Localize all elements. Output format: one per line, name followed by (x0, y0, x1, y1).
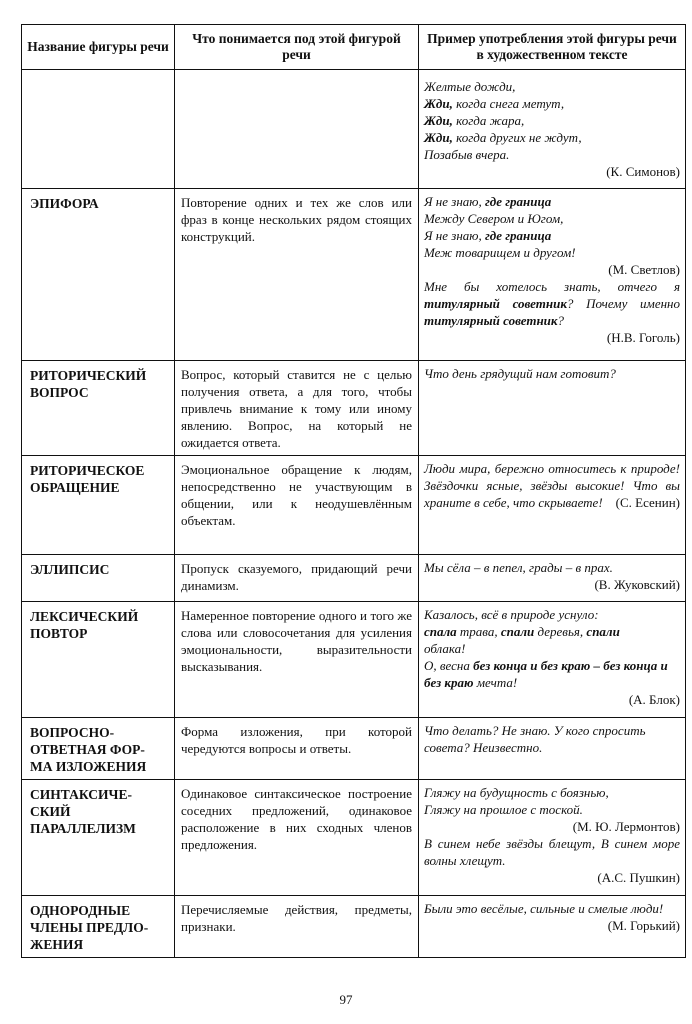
table-row (22, 361, 686, 456)
figure-name: РИТОРИЧЕСКИЙ ВОПРОС (30, 368, 147, 400)
example-line: Жди, когда жара, (424, 113, 525, 128)
example-line: Гляжу на прошлое с тоской. (424, 802, 583, 817)
figure-description-cell (175, 780, 419, 896)
example-author: (В. Жуковский) (594, 577, 680, 592)
example-line: Я не знаю, где граница (424, 228, 552, 243)
figure-name-cell (22, 456, 175, 555)
figure-name-cell (22, 718, 175, 780)
example-line: О, весна без конца и без краю – без конца и без краю мечта! (424, 658, 668, 690)
example-author: (А. Блок) (628, 692, 680, 707)
figure-name-cell (22, 189, 175, 361)
figure-example-cell (419, 780, 686, 896)
example-line: спала трава, спали деревья, спали (424, 624, 620, 639)
figure-name: РИТОРИЧЕСКОЕ ОБРАЩЕНИЕ (30, 463, 145, 495)
table-row (22, 718, 686, 780)
figure-description: Одинаковое синтаксическое построение соседних предложений, одинаковое расположение в них сходных членов предложения. (181, 786, 412, 852)
figure-name: ВОПРОСНО- ОТВЕТНАЯ ФОР- МА ИЗЛОЖЕНИЯ (30, 725, 147, 774)
figure-description-cell (175, 361, 419, 456)
table-row (22, 456, 686, 555)
figure-description-cell (175, 718, 419, 780)
example-line: облака! (424, 641, 466, 656)
figure-description: Повторение одних и тех же слов или фраз в конце нескольких рядом стоящих конструкций. (181, 195, 412, 244)
figure-name-cell (22, 780, 175, 896)
figures-of-speech-table (21, 24, 686, 958)
figure-name-cell (22, 896, 175, 958)
example-text: Что делать? Не знаю. У кого спросить совета? Неизвестно. (424, 723, 646, 755)
example-author: (А.С. Пушкин) (597, 870, 680, 885)
figure-description-cell (175, 456, 419, 555)
figure-example-cell (419, 189, 686, 361)
figure-name-cell (22, 70, 175, 189)
example-author: (М. Горький) (607, 918, 680, 933)
table-row (22, 896, 686, 958)
table-row (22, 602, 686, 718)
figure-name-cell (22, 555, 175, 602)
example-text: Люди мира, бережно относитесь к природе! Звёздочки ясные, звёзды высокие! Что вы храните в себе, что скрываете! (424, 461, 680, 510)
page-number: 97 (339, 992, 353, 1007)
figure-name: ЭПИФОРА (30, 196, 99, 211)
figure-description: Эмоциональное обращение к людям, непосредственно не участвующим в общении, или к неодушевлённым объектам. (181, 462, 412, 528)
figure-description: Перечисляемые действия, предметы, признаки. (181, 902, 412, 934)
example-line: Казалось, всё в природе уснуло: (424, 607, 599, 622)
figure-description-cell (175, 896, 419, 958)
figure-name: ЭЛЛИПСИС (30, 562, 110, 577)
figure-description: Намеренное повторение одного и того же слова или словосочетания для усиления эмоциональности, выразительности высказывания. (181, 608, 412, 674)
figure-example-cell (419, 555, 686, 602)
example-line: Жди, когда других не ждут, (424, 130, 582, 145)
table-row (22, 189, 686, 361)
figure-description-cell (175, 70, 419, 189)
example-author: (Н.В. Гоголь) (606, 330, 680, 345)
example-author: (М. Ю. Лермонтов) (572, 819, 680, 834)
example-line: Я не знаю, где граница (424, 194, 552, 209)
figure-description: Вопрос, который ставится не с целью получения ответа, а для того, чтобы привлечь внимание к тому или иному явлению. Вопрос, на который не ожидается ответа. (181, 367, 412, 450)
figure-example-cell (419, 456, 686, 555)
example-line: Жди, когда снега метут, (424, 96, 565, 111)
figure-name-cell (22, 361, 175, 456)
figure-example-cell (419, 361, 686, 456)
figure-name: СИНТАКСИЧЕ- СКИЙ ПАРАЛЛЕЛИЗМ (30, 787, 136, 836)
example-line: Гляжу на будущность с боязнью, (424, 785, 609, 800)
figure-name-cell (22, 602, 175, 718)
header-example: Пример употребления этой фигуры речи в художественном тексте (419, 25, 686, 70)
figure-description: Форма изложения, при которой чередуются вопросы и ответы. (181, 724, 412, 756)
figure-example-cell (419, 70, 686, 189)
table-row (22, 780, 686, 896)
figure-description-cell (175, 555, 419, 602)
example-line: Меж товарищем и другом! (424, 245, 576, 260)
example-line: Позабыв вчера. (424, 147, 510, 162)
header-meaning: Что понимается под этой фигурой речи (175, 25, 419, 70)
example-line: Желтые дожди, (424, 79, 516, 94)
example-text: Мы сёла – в пепел, грады – в прах. (424, 560, 613, 575)
figure-example-cell (419, 896, 686, 958)
figure-description-cell (175, 602, 419, 718)
table-row (22, 70, 686, 189)
example-text: Что день грядущий нам готовит? (424, 366, 616, 381)
example-author: (К. Симонов) (606, 164, 680, 179)
figure-description: Пропуск сказуемого, придающий речи динамизм. (181, 561, 412, 593)
example-text: Мне бы хотелось знать, отчего я титулярный советник? Почему именно титулярный советник? (424, 279, 680, 328)
figure-example-cell (419, 602, 686, 718)
figure-name: ОДНОРОДНЫЕ ЧЛЕНЫ ПРЕДЛО- ЖЕНИЯ (30, 903, 149, 952)
table-header-row (22, 25, 686, 70)
example-text: Были это весёлые, сильные и смелые люди! (424, 901, 664, 916)
example-text: В синем небе звёзды блещут, В синем море волны хлещут. (424, 836, 680, 868)
figure-name: ЛЕКСИЧЕСКИЙ ПОВТОР (30, 609, 139, 641)
example-author: (С. Есенин) (615, 495, 680, 510)
figure-example-cell (419, 718, 686, 780)
header-name: Название фигуры речи (22, 25, 175, 70)
example-line: Между Севером и Югом, (424, 211, 564, 226)
example-author: (М. Светлов) (608, 262, 680, 277)
table-row (22, 555, 686, 602)
figure-description-cell (175, 189, 419, 361)
